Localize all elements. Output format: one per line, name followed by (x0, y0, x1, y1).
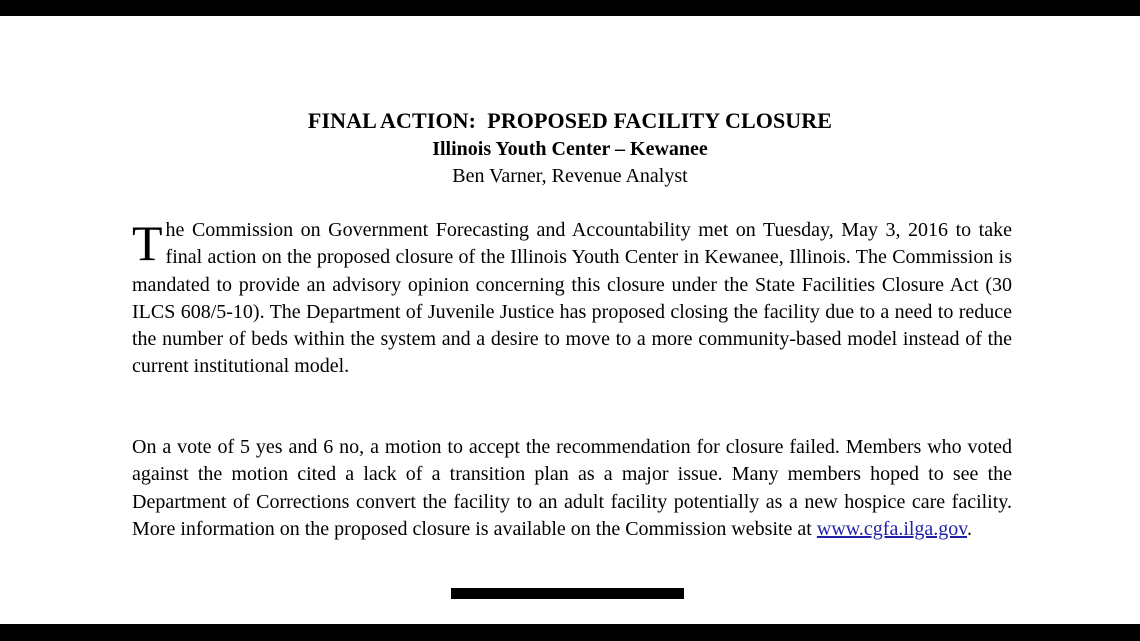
paragraph-2-trailing: . (967, 517, 973, 540)
paragraph-2 (132, 434, 1012, 543)
document-byline: Ben Varner, Revenue Analyst (452, 165, 688, 187)
paragraph-1 (132, 217, 1012, 381)
paragraph-1-text: he Commission on Government Forecasting and Accountability met on Tuesday, May 3, 2016 to take final action on the proposed closure of the Illinois Youth Center in Kewanee, Illinois. The Commission is mandated to provide an advisory opinion concerning this closure under the State Facilities Closure Act (30 ILCS 608/5-10). The Department of Juvenile Justice has proposed closing the facility due to a need to reduce the number of beds within the system and a desire to move to a more community-based model instead of the current institutional model. (132, 219, 1012, 378)
document-page (0, 16, 1140, 624)
paragraph-2-text: On a vote of 5 yes and 6 no, a motion to accept the recommendation for closure failed. Members who voted against the motion cited a lack of a transition plan as a major issue. Many members hoped to see the Department of Corrections convert the facility to an adult facility potentially as a new hospice care facility. More information on the proposed closure is available on the Commission website at (132, 436, 1012, 540)
letterbox-bottom-bar (0, 624, 1140, 641)
document-headline: FINAL ACTION: PROPOSED FACILITY CLOSURE (307, 108, 833, 133)
drop-cap: T (132, 215, 163, 271)
document-subhead: Illinois Youth Center – Kewanee (432, 138, 708, 160)
letterbox-top-bar (0, 0, 1140, 16)
commission-website-link[interactable]: www.cgfa.ilga.gov (816, 517, 968, 540)
section-end-rule (451, 588, 684, 599)
